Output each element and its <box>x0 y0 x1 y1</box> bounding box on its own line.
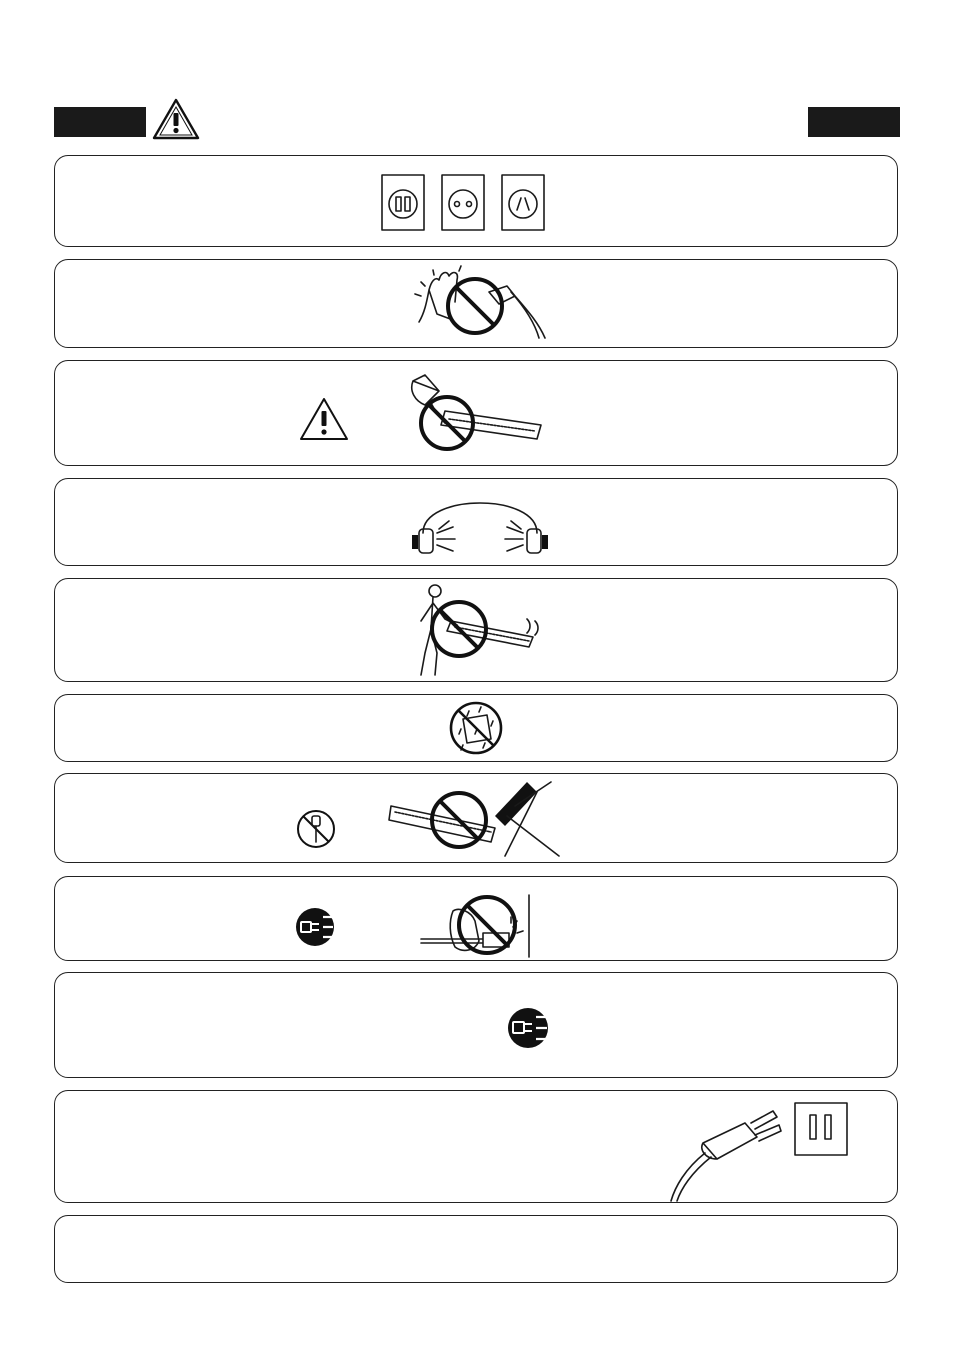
panel-wet-hands <box>54 259 898 348</box>
no-moisture-icon <box>447 699 505 757</box>
warning-triangle-icon <box>299 397 349 441</box>
panel-headphones <box>54 478 898 566</box>
panel-plug-outlet <box>54 1090 898 1203</box>
no-disassemble-icon <box>295 808 337 850</box>
liquid-on-keyboard-prohibited-icon <box>405 371 553 463</box>
panel-liquid-spill <box>54 360 898 466</box>
plug-and-outlet-icon <box>665 1097 861 1201</box>
panel-general-note <box>54 1215 898 1283</box>
wet-hand-plug-prohibited-icon <box>411 262 551 342</box>
outlet-icons <box>381 174 545 232</box>
unplug-icon <box>295 907 335 947</box>
headphones-volume-icon <box>409 485 551 559</box>
lean-on-keyboard-prohibited-icon <box>415 581 539 681</box>
panel-disassemble <box>54 773 898 863</box>
disassemble-keyboard-prohibited-icon <box>387 776 567 862</box>
panel-outlet-types <box>54 155 898 247</box>
panel-moisture <box>54 694 898 762</box>
panel-lean-on-instrument <box>54 578 898 682</box>
section-label-right <box>808 107 900 137</box>
panel-unplug-abnormal <box>54 972 898 1078</box>
warning-triangle-icon <box>152 98 200 140</box>
outlet-type-c-icon <box>442 175 484 230</box>
outlet-type-a-icon <box>382 175 424 230</box>
panel-pull-plug <box>54 876 898 961</box>
unplug-icon <box>507 1007 549 1049</box>
section-label-left <box>54 107 146 137</box>
outlet-type-i-icon <box>502 175 544 230</box>
pull-cord-prohibited-icon <box>419 881 533 959</box>
